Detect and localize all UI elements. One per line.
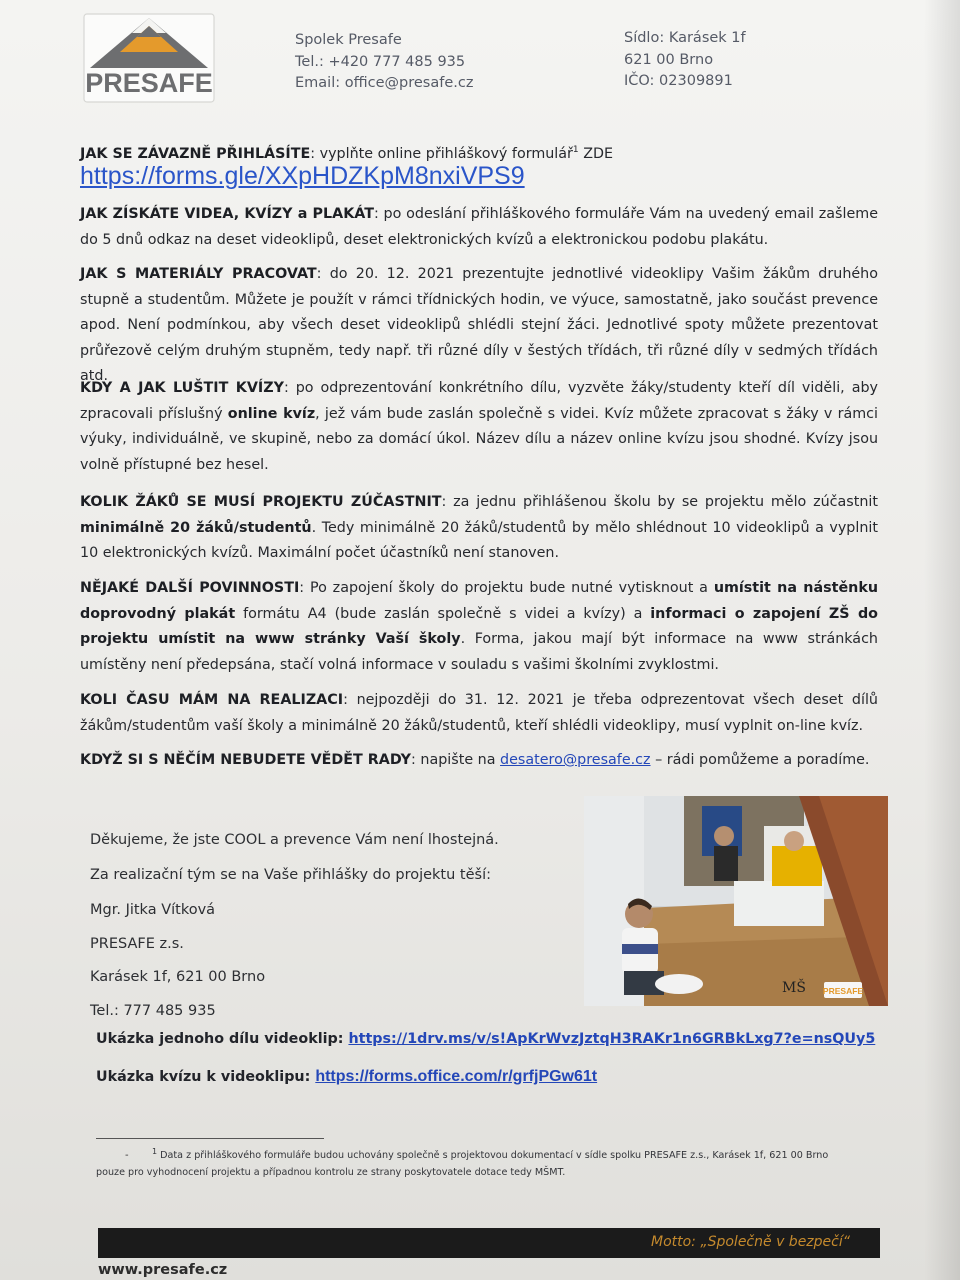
- signature-name: Mgr. Jitka Vítková: [90, 902, 216, 918]
- closing-team: Za realizační tým se na Vaše přihlášky do projektu těší:: [90, 867, 491, 883]
- help-email-link[interactable]: desatero@presafe.cz: [500, 752, 651, 768]
- section-heading: KOLIK ŽÁKŮ SE MUSÍ PROJEKTU ZÚČASTNIT: [80, 494, 442, 510]
- section-how-to-work: JAK S MATERIÁLY PRACOVAT: do 20. 12. 2021 prezentujte jednotlivé videoklipy Vašim žákům druhého stupně a studentům. Můžete je použít v rámci třídnických hodin, ve výuce, samostatně, jako součást prevence apod. Není podmínkou, aby všech deset videoklipů shlédli stejní žáci. Jednotlivé spoty můžete prezentovat průřezově celým druhým stupněm, tedy např. tři různé díly v šestých třídách, tři různé díly v sedmých třídách atd.: [80, 266, 878, 384]
- section-materials: JAK ZÍSKÁTE VIDEA, KVÍZY a PLAKÁT: po odeslání přihláškového formuláře Vám na uvedený email zašleme do 5 dnů odkaz na deset videoklipů, deset elektronických kvízů a elektronickou podobu plakátu.: [80, 206, 878, 248]
- section-heading: KDYŽ SI S NĚČÍM NEBUDETE VĚDĚT RADY: [80, 752, 412, 768]
- video-still-photo: [584, 796, 888, 1006]
- example-quiz: [96, 1068, 597, 1086]
- section-heading: JAK S MATERIÁLY PRACOVAT: [80, 266, 317, 282]
- presafe-logo: [82, 12, 216, 104]
- svg-text:MŠ: MŠ: [782, 980, 806, 996]
- org-seat: [624, 28, 746, 93]
- org-email: Email: office@presafe.cz: [295, 75, 474, 91]
- org-name: Spolek Presafe: [295, 32, 402, 48]
- footer-motto: Motto: „Společně v bezpečí“: [650, 1234, 850, 1250]
- section-timeline: KOLI ČASU MÁM NA REALIZACI: nejpozději do 31. 12. 2021 je třeba odprezentovat všech deset dílů žákům/studentům vaší školy a minimálně 20 žáků/studentů, kteří shlédli videoklipy, musí vyplnit on-line kvíz.: [80, 692, 878, 734]
- section-heading: JAK SE ZÁVAZNĚ PŘIHLÁSÍTE: [80, 145, 311, 162]
- signature-address: Karásek 1f, 621 00 Brno: [90, 969, 266, 985]
- seat-line1: Sídlo: Karásek 1f: [624, 30, 746, 46]
- signature-org: PRESAFE z.s.: [90, 936, 184, 952]
- footnote-number: 1: [152, 1147, 158, 1156]
- closing-thanks: Děkujeme, že jste COOL a prevence Vám není lhostejná.: [90, 832, 499, 848]
- section-heading: KDY A JAK LUŠTIT KVÍZY: [80, 380, 284, 396]
- section-obligations: NĚJAKÉ DALŠÍ POVINNOSTI: Po zapojení školy do projektu bude nutné vytisknout a umístit na nástěnku doprovodný plakát formátu A4 (bude zaslán společně s videi a kvízy) a informaci o zapojení ZŠ do projektu umístit na www stránky Vaší školy. Forma, jakou mají být informace na www stránkách umístěny není předepsána, stačí volná informace v souladu s vašimi školními zvyklostmi.: [80, 580, 879, 673]
- section-heading: KOLI ČASU MÁM NA REALIZACI: [80, 692, 344, 708]
- org-phone: Tel.: +420 777 485 935: [295, 53, 466, 70]
- footer-website[interactable]: www.presafe.cz: [98, 1262, 228, 1278]
- section-help: KDYŽ SI S NĚČÍM NEBUDETE VĚDĚT RADY: napište na desatero@presafe.cz – rádi pomůžeme a poradíme.: [80, 752, 870, 768]
- footnote-divider: [96, 1138, 324, 1139]
- example-quiz-link[interactable]: https://forms.office.com/r/grfjPGw61t: [315, 1068, 598, 1085]
- example-video-link[interactable]: https://1drv.ms/v/s!ApKrWvzJztqH3RAKr1n6GRBkLxg7?e=nsQUy5: [348, 1031, 876, 1047]
- section-quizzes: KDY A JAK LUŠTIT KVÍZY: po odprezentování konkrétního dílu, vyzvěte žáky/studenty kteří díl viděli, aby zpracovali příslušný online kvíz, jež vám bude zaslán společně s videi. Kvíz můžete zpracovat s žáky v rámci výuky, individuálně, ve skupině, nebo za domácí úkol. Název dílu a název online kvízu jsou shodné. Kvízy jsou volně přístupné bez hesel.: [80, 380, 879, 473]
- logo-text: PRESAFE: [85, 68, 213, 98]
- org-contact: [295, 30, 473, 95]
- footer-bar: [98, 1228, 880, 1258]
- section-signup: JAK SE ZÁVAZNĚ PŘIHLÁSÍTE: vyplňte online přihláškový formulář$^1$ ZDE: [80, 145, 614, 162]
- section-heading: JAK ZÍSKÁTE VIDEA, KVÍZY a PLAKÁT: [80, 206, 374, 222]
- svg-text:PRESAFE: PRESAFE: [822, 986, 864, 996]
- section-heading: NĚJAKÉ DALŠÍ POVINNOSTI: [80, 580, 300, 596]
- signup-form-link[interactable]: https://forms.gle/XXpHDZKpM8nxiVPS9: [80, 162, 525, 190]
- footnote: [96, 1143, 880, 1181]
- footnote-dash: -: [125, 1150, 129, 1161]
- section-participants: KOLIK ŽÁKŮ SE MUSÍ PROJEKTU ZÚČASTNIT: za jednu přihlášenou školu by se projektu mělo zúčastnit minimálně 20 žáků/studentů. Tedy minimálně 20 žáků/studentů by mělo shlédnout 10 videoklipů a vyplnit 10 elektronických kvízů. Maximální počet účastníků není stanoven.: [80, 494, 878, 561]
- seat-line2: 621 00 Brno: [624, 51, 714, 68]
- seat-ico: IČO: 02309891: [624, 73, 733, 89]
- signature-phone: Tel.: 777 485 935: [90, 1003, 216, 1019]
- example-video: [96, 1031, 875, 1047]
- footnote-ref: 1: [572, 145, 579, 155]
- example-quiz-label: Ukázka kvízu k videoklipu:: [96, 1069, 316, 1085]
- footnote-line1: Data z přihláškového formuláře budou uchovány společně s projektovou dokumentací v sídle spolku PRESAFE z.s., Karásek 1f, 621 00 Brno: [160, 1150, 829, 1162]
- footnote-line2: pouze pro vyhodnocení projektu a případnou kontrolu ze strany poskytovatele dotace tedy MŠMT.: [96, 1167, 566, 1179]
- example-video-label: Ukázka jednoho dílu videoklip:: [96, 1031, 349, 1047]
